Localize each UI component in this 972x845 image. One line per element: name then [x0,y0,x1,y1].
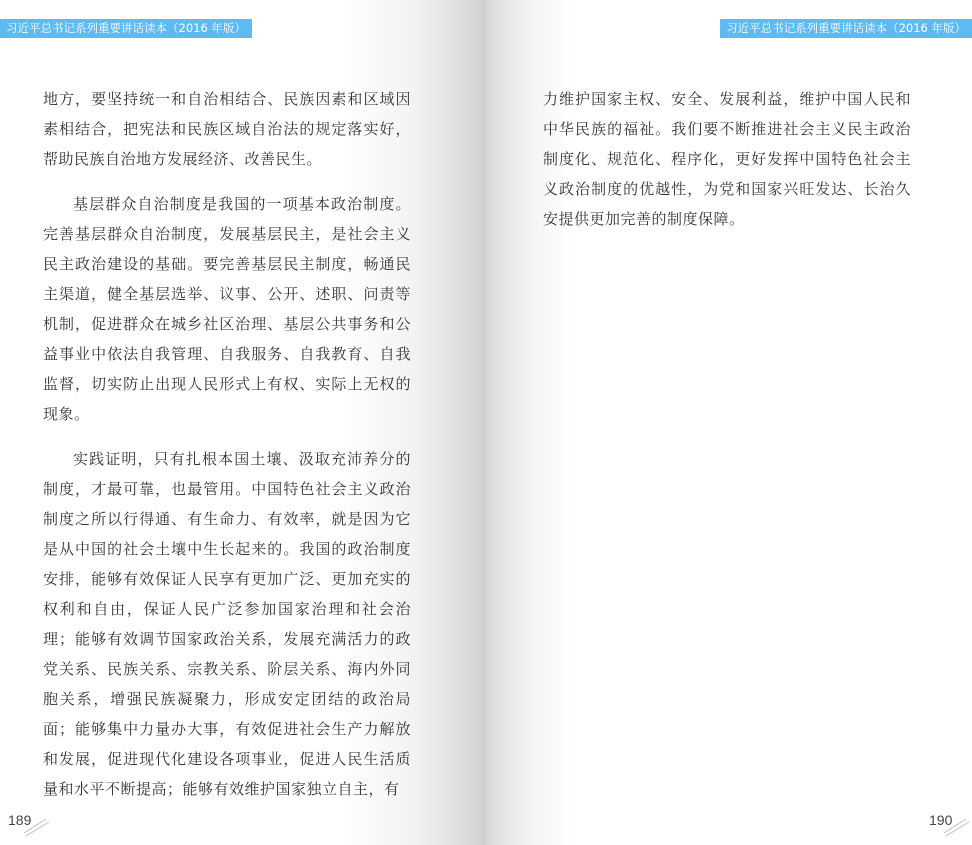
running-header: 习近平总书记系列重要讲话读本（2016 年版） [720,19,972,38]
page-number: 189 [8,812,32,828]
page-number: 190 [929,812,953,828]
paragraph: 力维护国家主权、安全、发展利益，维护中国人民和中华民族的福祉。我们要不断推进社会主义民主政治制度化、规范化、程序化，更好发挥中国特色社会主义政治制度的优越性，为党和国家兴旺发达、长治久安提供更加完善的制度保障。 [543,90,911,228]
paragraph: 实践证明，只有扎根本国土壤、汲取充沛养分的制度，才最可靠，也最管用。中国特色社会主义政治制度之所以行得通、有生命力、有效率，就是因为它是从中国的社会土壤中生长起来的。我国的政治制度安排，能够有效保证人民享有更加广泛、更加充实的权利和自由，保证人民广泛参加国家治理和社会治理；能够有效调节国家政治关系，发展充满活力的政党关系、民族关系、宗教关系、阶层关系、海内外同胞关系，增强民族凝聚力，形成安定团结的政治局面；能够集中力量办大事，有效促进社会生产力解放和发展，促进现代化建设各项事业，促进人民生活质量和水平不断提高；能够有效维护国家独立自主，有 [43,450,411,798]
paragraph: 地方，要坚持统一和自治相结合、民族因素和区域因素相结合，把宪法和民族区域自治法的规定落实好，帮助民族自治地方发展经济、改善民生。 [43,90,411,168]
paragraph: 基层群众自治制度是我国的一项基本政治制度。完善基层群众自治制度，发展基层民主，是社会主义民主政治建设的基础。要完善基层民主制度，畅通民主渠道，健全基层选举、议事、公开、述职、问责等机制，促进群众在城乡社区治理、基层公共事务和公益事业中依法自我管理、自我服务、自我教育、自我监督，切实防止出现人民形式上有权、实际上无权的现象。 [43,195,411,423]
page-corner-lines-icon [944,811,970,837]
page-body [543,84,911,249]
right-page [486,0,972,845]
page-body [43,84,411,819]
page-corner-lines-icon [24,811,50,837]
running-header: 习近平总书记系列重要讲话读本（2016 年版） [0,19,252,38]
